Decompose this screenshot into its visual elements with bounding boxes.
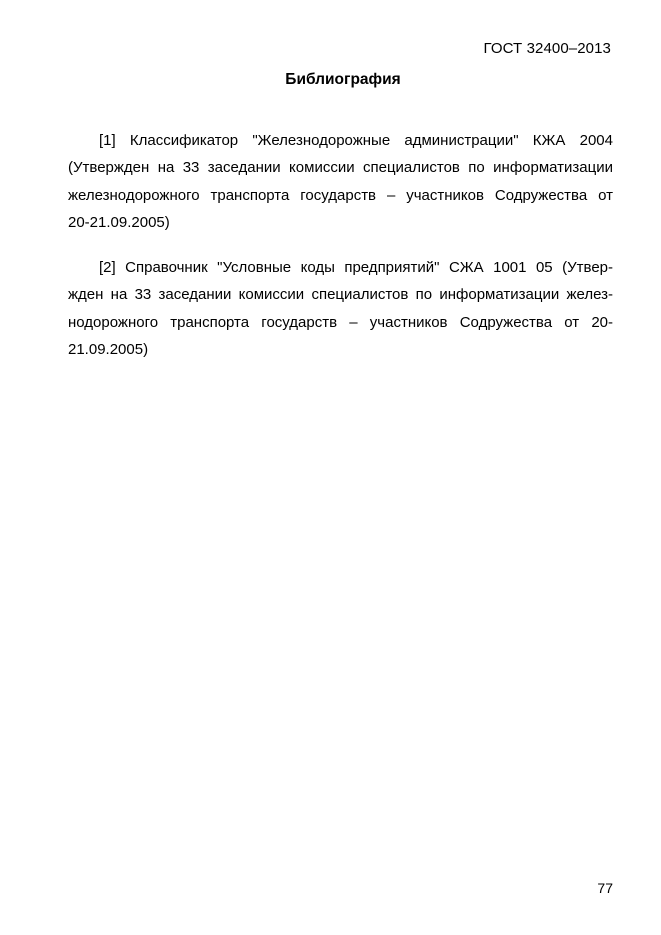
- entry-line: 20-21.09.2005): [68, 213, 170, 231]
- bibliography-entry: [68, 127, 613, 236]
- entry-line: 21.09.2005): [68, 341, 149, 359]
- entry-line: жден на 33 заседании комиссии специалистов по информатизации желез-: [68, 286, 613, 304]
- section-title: Библиография: [285, 71, 401, 88]
- entry-line: [1] Классификатор "Железнодорожные администрации" КЖА 2004: [99, 132, 613, 149]
- bibliography-entry: [68, 254, 613, 363]
- document-code: ГОСТ 32400–2013: [483, 40, 611, 57]
- entry-line: нодорожного транспорта государств – участников Содружества от 20-: [68, 313, 613, 331]
- entry-line: железнодорожного транспорта государств – участников Содружества от: [68, 186, 613, 204]
- bibliography-list: [68, 127, 613, 381]
- entry-line: [2] Справочник "Условные коды предприятий" СЖА 1001 05 (Утвер-: [99, 259, 613, 277]
- entry-line: (Утвержден на 33 заседании комиссии специалистов по информатизации: [68, 159, 613, 177]
- page-number: 77: [597, 880, 613, 896]
